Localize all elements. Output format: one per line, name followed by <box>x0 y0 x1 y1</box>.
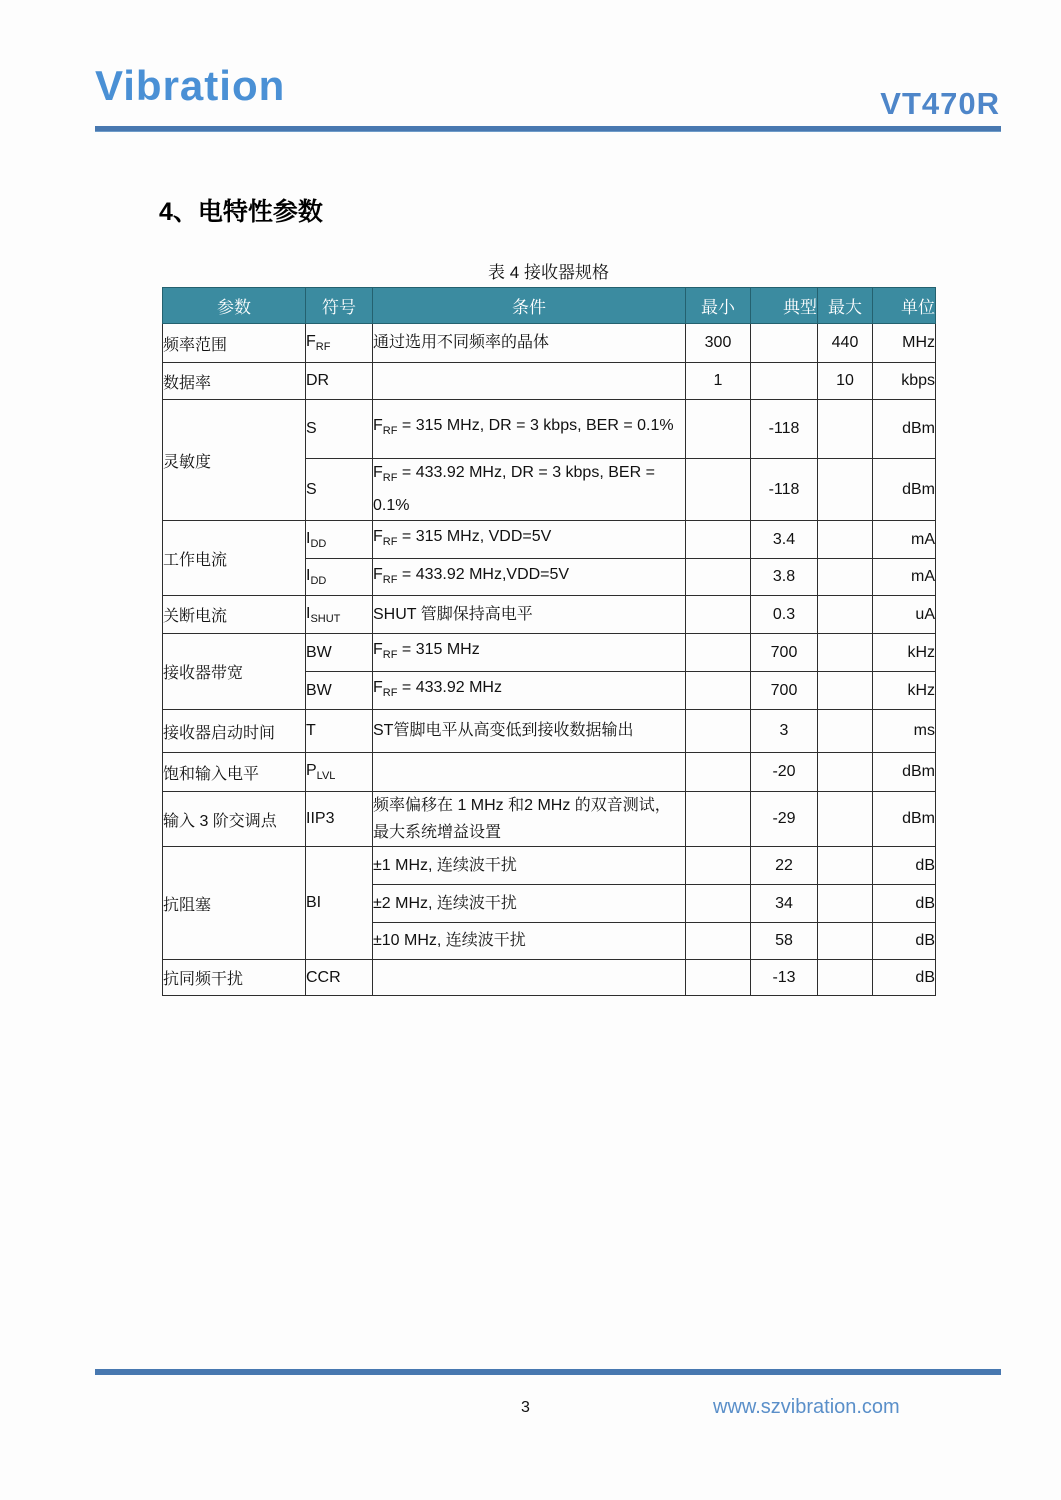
min-cell <box>686 923 751 960</box>
typ-cell <box>751 324 818 363</box>
table-row <box>163 521 936 559</box>
symbol-base: S <box>306 480 317 498</box>
min-cell: 300 <box>686 324 751 363</box>
symbol-cell <box>306 400 373 459</box>
unit-cell: kbps <box>873 363 936 400</box>
param-cell: 关断电流 <box>163 596 306 634</box>
unit-cell: dB <box>873 885 936 923</box>
condition-cell <box>373 400 686 459</box>
max-cell <box>818 792 873 847</box>
param-cell: 工作电流 <box>163 521 306 596</box>
unit-cell: mA <box>873 521 936 559</box>
symbol-base: BW <box>306 681 332 699</box>
param-cell: 灵敏度 <box>163 400 306 521</box>
condition-text: SHUT 管脚保持高电平 <box>373 605 533 623</box>
param-cell: 接收器启动时间 <box>163 710 306 753</box>
condition-cell <box>373 753 686 792</box>
col-header-typ: 典型 <box>751 288 818 324</box>
condition-cell <box>373 459 686 521</box>
condition-cell <box>373 923 686 960</box>
typ-cell: -118 <box>751 459 818 521</box>
footer-rule <box>95 1369 1001 1375</box>
unit-cell: mA <box>873 559 936 596</box>
condition-cell <box>373 847 686 885</box>
condition-text: F <box>373 417 383 435</box>
max-cell <box>818 559 873 596</box>
symbol-base: T <box>306 722 316 740</box>
condition-text: ST管脚电平从高变低到接收数据输出 <box>373 722 634 740</box>
condition-cell <box>373 559 686 596</box>
max-cell <box>818 672 873 710</box>
condition-cell <box>373 885 686 923</box>
table-row <box>163 400 936 459</box>
col-header-symbol: 符号 <box>306 288 373 324</box>
param-cell: 频率范围 <box>163 324 306 363</box>
max-cell <box>818 960 873 996</box>
symbol-cell <box>306 521 373 559</box>
typ-cell: -20 <box>751 753 818 792</box>
max-cell <box>818 885 873 923</box>
header-rule <box>95 126 1001 132</box>
table-row <box>163 753 936 792</box>
condition-text: ±10 MHz, 连续波干扰 <box>373 932 526 950</box>
symbol-subscript: LVL <box>316 770 336 783</box>
symbol-subscript: RF <box>315 341 331 354</box>
unit-cell: dBm <box>873 459 936 521</box>
typ-cell <box>751 363 818 400</box>
min-cell <box>686 596 751 634</box>
condition-subscript: RF <box>382 536 398 549</box>
condition-text: = 315 MHz, VDD=5V <box>397 528 552 546</box>
unit-cell: dB <box>873 960 936 996</box>
condition-text: = 433.92 MHz <box>397 679 502 697</box>
symbol-cell <box>306 753 373 792</box>
symbol-cell <box>306 792 373 847</box>
table-row <box>163 363 936 400</box>
symbol-base: P <box>306 762 317 780</box>
min-cell <box>686 885 751 923</box>
symbol-subscript: SHUT <box>310 612 341 625</box>
condition-text: = 433.92 MHz, DR = 3 kbps, BER = 0.1% <box>373 464 655 515</box>
symbol-cell <box>306 634 373 672</box>
condition-cell <box>373 672 686 710</box>
symbol-cell <box>306 363 373 400</box>
max-cell <box>818 923 873 960</box>
symbol-cell <box>306 672 373 710</box>
table-header-row <box>163 288 936 324</box>
param-cell: 抗同频干扰 <box>163 960 306 996</box>
symbol-base: I <box>306 567 311 585</box>
typ-cell: -118 <box>751 400 818 459</box>
min-cell <box>686 847 751 885</box>
symbol-cell <box>306 459 373 521</box>
param-cell: 输入 3 阶交调点 <box>163 792 306 847</box>
min-cell <box>686 710 751 753</box>
max-cell <box>818 459 873 521</box>
typ-cell: 58 <box>751 923 818 960</box>
min-cell <box>686 960 751 996</box>
table-row <box>163 324 936 363</box>
condition-cell <box>373 363 686 400</box>
condition-text: ±2 MHz, 连续波干扰 <box>373 894 517 912</box>
param-cell: 抗阻塞 <box>163 847 306 960</box>
min-cell <box>686 634 751 672</box>
param-cell: 数据率 <box>163 363 306 400</box>
section-title: 4、电特性参数 <box>159 198 323 226</box>
typ-cell: 3 <box>751 710 818 753</box>
col-header-min: 最小 <box>686 288 751 324</box>
max-cell <box>818 710 873 753</box>
typ-cell: 34 <box>751 885 818 923</box>
symbol-base: BW <box>306 643 332 661</box>
unit-cell: MHz <box>873 324 936 363</box>
max-cell <box>818 400 873 459</box>
unit-cell: uA <box>873 596 936 634</box>
col-header-max: 最大 <box>818 288 873 324</box>
max-cell <box>818 753 873 792</box>
typ-cell: -13 <box>751 960 818 996</box>
typ-cell: -29 <box>751 792 818 847</box>
condition-cell <box>373 710 686 753</box>
min-cell <box>686 400 751 459</box>
col-header-condition: 条件 <box>373 288 686 324</box>
condition-subscript: RF <box>382 687 398 700</box>
table-row <box>163 847 936 885</box>
max-cell: 440 <box>818 324 873 363</box>
receiver-spec-table <box>162 287 936 996</box>
unit-cell: dBm <box>873 753 936 792</box>
symbol-cell <box>306 596 373 634</box>
condition-text: ±1 MHz, 连续波干扰 <box>373 856 517 874</box>
min-cell <box>686 521 751 559</box>
min-cell: 1 <box>686 363 751 400</box>
min-cell <box>686 753 751 792</box>
table-row <box>163 596 936 634</box>
symbol-base: BI <box>306 894 322 912</box>
condition-cell <box>373 324 686 363</box>
symbol-cell <box>306 847 373 960</box>
table-caption: 表 4 接收器规格 <box>488 263 609 282</box>
typ-cell: 700 <box>751 634 818 672</box>
symbol-base: S <box>306 420 317 437</box>
condition-text: F <box>373 679 383 697</box>
symbol-cell <box>306 559 373 596</box>
symbol-subscript: DD <box>310 575 327 588</box>
symbol-cell <box>306 960 373 996</box>
symbol-base: I <box>306 529 311 547</box>
symbol-base: CCR <box>306 968 341 986</box>
condition-subscript: RF <box>382 472 398 485</box>
symbol-base: DR <box>306 372 330 389</box>
condition-text: 通过选用不同频率的晶体 <box>373 334 550 351</box>
condition-cell <box>373 596 686 634</box>
col-header-param: 参数 <box>163 288 306 324</box>
page-number: 3 <box>521 1399 530 1416</box>
max-cell: 10 <box>818 363 873 400</box>
condition-text: F <box>373 641 383 659</box>
symbol-base: IIP3 <box>306 810 335 828</box>
condition-text: = 315 MHz <box>397 641 480 659</box>
condition-text: = 315 MHz, DR = 3 kbps, BER = 0.1% <box>397 417 674 435</box>
table-row <box>163 792 936 847</box>
unit-cell: dB <box>873 847 936 885</box>
unit-cell: dB <box>873 923 936 960</box>
condition-text: F <box>373 464 383 481</box>
condition-text: F <box>373 528 383 546</box>
param-cell: 接收器带宽 <box>163 634 306 710</box>
symbol-cell <box>306 710 373 753</box>
condition-subscript: RF <box>382 573 398 586</box>
unit-cell: kHz <box>873 672 936 710</box>
condition-text: 频率偏移在 1 MHz 和2 MHz 的双音测试，最大系统增益设置 <box>373 797 671 842</box>
unit-cell: dBm <box>873 792 936 847</box>
max-cell <box>818 634 873 672</box>
symbol-base: F <box>306 332 316 350</box>
typ-cell: 0.3 <box>751 596 818 634</box>
min-cell <box>686 559 751 596</box>
website-link[interactable]: www.szvibration.com <box>713 1396 900 1418</box>
condition-subscript: RF <box>382 649 398 662</box>
table-row <box>163 710 936 753</box>
unit-cell: dBm <box>873 400 936 459</box>
param-cell: 饱和输入电平 <box>163 753 306 792</box>
condition-subscript: RF <box>382 425 398 438</box>
max-cell <box>818 847 873 885</box>
condition-cell <box>373 960 686 996</box>
min-cell <box>686 672 751 710</box>
condition-cell <box>373 521 686 559</box>
typ-cell: 700 <box>751 672 818 710</box>
brand-logo: Vibration <box>95 62 286 109</box>
unit-cell: kHz <box>873 634 936 672</box>
symbol-cell <box>306 324 373 363</box>
symbol-subscript: DD <box>310 537 327 550</box>
condition-cell <box>373 634 686 672</box>
typ-cell: 3.4 <box>751 521 818 559</box>
min-cell <box>686 459 751 521</box>
max-cell <box>818 596 873 634</box>
unit-cell: ms <box>873 710 936 753</box>
condition-text: = 433.92 MHz,VDD=5V <box>397 565 570 583</box>
condition-cell <box>373 792 686 847</box>
table-row <box>163 960 936 996</box>
col-header-unit: 单位 <box>873 288 936 324</box>
typ-cell: 22 <box>751 847 818 885</box>
product-code: VT470R <box>880 86 1000 121</box>
min-cell <box>686 792 751 847</box>
typ-cell: 3.8 <box>751 559 818 596</box>
symbol-base: I <box>306 604 311 622</box>
max-cell <box>818 521 873 559</box>
table-row <box>163 634 936 672</box>
condition-text: F <box>373 565 383 583</box>
